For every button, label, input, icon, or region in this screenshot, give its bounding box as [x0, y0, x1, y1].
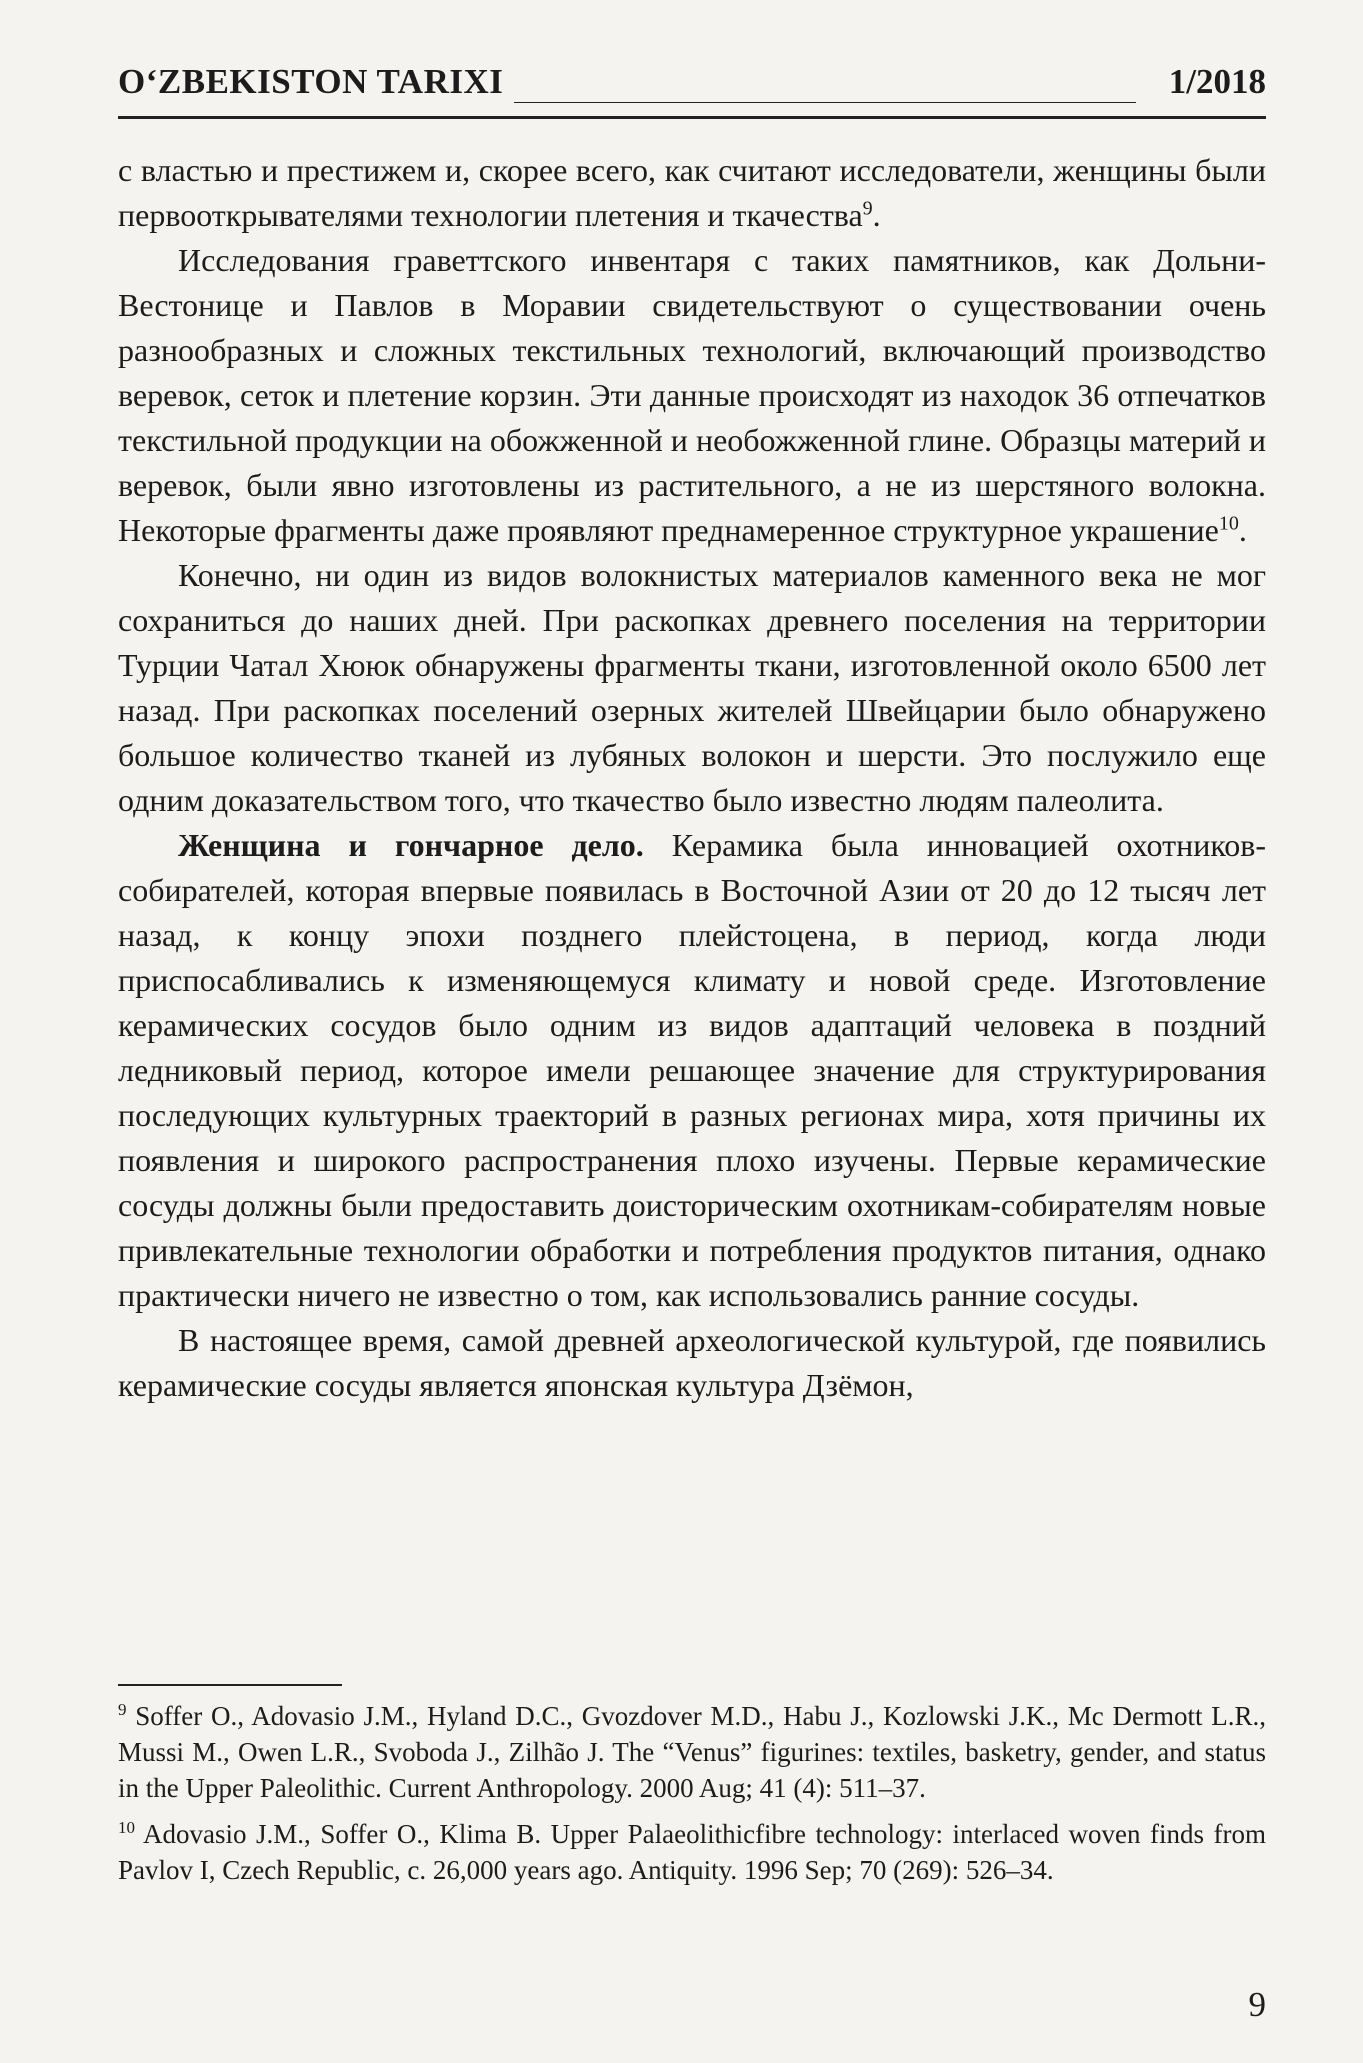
footnote-10	[118, 1816, 1266, 1888]
footnote-ref-10[interactable]: 10	[1218, 512, 1239, 535]
paragraph-2-text: Исследования граветтского инвентаря с таких памятников, как Дольни-Вестонице и Павлов в Моравии свидетельствуют о существовании очень разнообразных и сложных текстильных технологий, включающий производство веревок, сеток и плетение корзин. Эти данные происходят из находок 36 отпечатков текстильной продукции на обожженной и необожженной глине. Образцы материй и веревок, были явно изготовлены из растительного, а не из шерстяного волокна. Некоторые фрагменты даже проявляют преднамеренное структурное украшение	[118, 242, 1266, 548]
footnote-number: 9	[118, 1700, 127, 1719]
footnotes	[118, 1698, 1266, 1898]
footnote-text: Adovasio J.M., Soffer O., Klima B. Upper Palaeolithicfibre technology: interlaced woven finds from Pavlov I, Czech Republic, c. 26,000 years ago. Antiquity. 1996 Sep; 70 (269): 526–34.	[118, 1819, 1266, 1885]
footnote-text: Soffer O., Adovasio J.M., Hyland D.C., Gvozdover M.D., Habu J., Kozlowski J.K., Mc Dermott L.R., Mussi M., Owen L.R., Svoboda J., Zilhão J. The “Venus” figurines: textiles, basketry, gender, and status in the Upper Paleolithic. Current Anthropology. 2000 Aug; 41 (4): 511–37.	[118, 1701, 1267, 1803]
paragraph-1	[118, 148, 1266, 238]
paragraph-4	[118, 823, 1266, 1318]
article-body	[118, 148, 1266, 1408]
paragraph-1-text: с властью и престижем и, скорее всего, как считают исследователи, женщины были первооткрывателями технологии плетения и ткачества	[118, 152, 1266, 233]
paragraph-1-end: .	[872, 197, 881, 233]
running-header	[118, 62, 1266, 119]
paragraph-3: Конечно, ни один из видов волокнистых материалов каменного века не мог сохраниться до наших дней. При раскопках древнего поселения на территории Турции Чатал Хююк обнаружены фрагменты ткани, изготовленной около 6500 лет назад. При раскопках поселений озерных жителей Швейцарии было обнаружено большое количество тканей из лубяных волокон и шерсти. Это послужило еще одним доказательством того, что ткачество было известно людям палеолита.	[118, 557, 1266, 818]
paragraph-2	[118, 238, 1266, 553]
header-rule	[514, 102, 1136, 103]
issue-number: 1/2018	[1168, 62, 1266, 101]
section-heading: Женщина и гончарное дело.	[178, 827, 644, 863]
paragraph-4-text: Керамика была инновацией охотников-собирателей, которая впервые появилась в Восточной Азии от 20 до 12 тысяч лет назад, к концу эпохи позднего плейстоцена, в период, когда люди приспосабливались к изменяющемуся климату и новой среде. Изготовление керамических сосудов было одним из видов адаптаций человека в поздний ледниковый период, которое имели решающее значение для структурирования последующих культурных траекторий в разных регионах мира, хотя причины их появления и широкого распространения плохо изучены. Первые керамические сосуды должны были предоставить доисторическим охотникам-собирателям новые привлекательные технологии обработки и потребления продуктов питания, однако практически ничего не известно о том, как использовались ранние сосуды.	[118, 827, 1266, 1313]
paragraph-2-end: .	[1238, 512, 1247, 548]
footnote-separator	[118, 1684, 342, 1686]
journal-title: O‘ZBEKISTON TARIXI	[118, 62, 504, 101]
footnote-9	[118, 1698, 1266, 1806]
footnote-number: 10	[118, 1818, 135, 1837]
page-number: 9	[1248, 1985, 1266, 2024]
paragraph-5: В настоящее время, самой древней археологической культурой, где появились керамические сосуды является японская культура Дзёмон,	[118, 1322, 1266, 1403]
footnote-ref-9[interactable]: 9	[862, 197, 873, 220]
